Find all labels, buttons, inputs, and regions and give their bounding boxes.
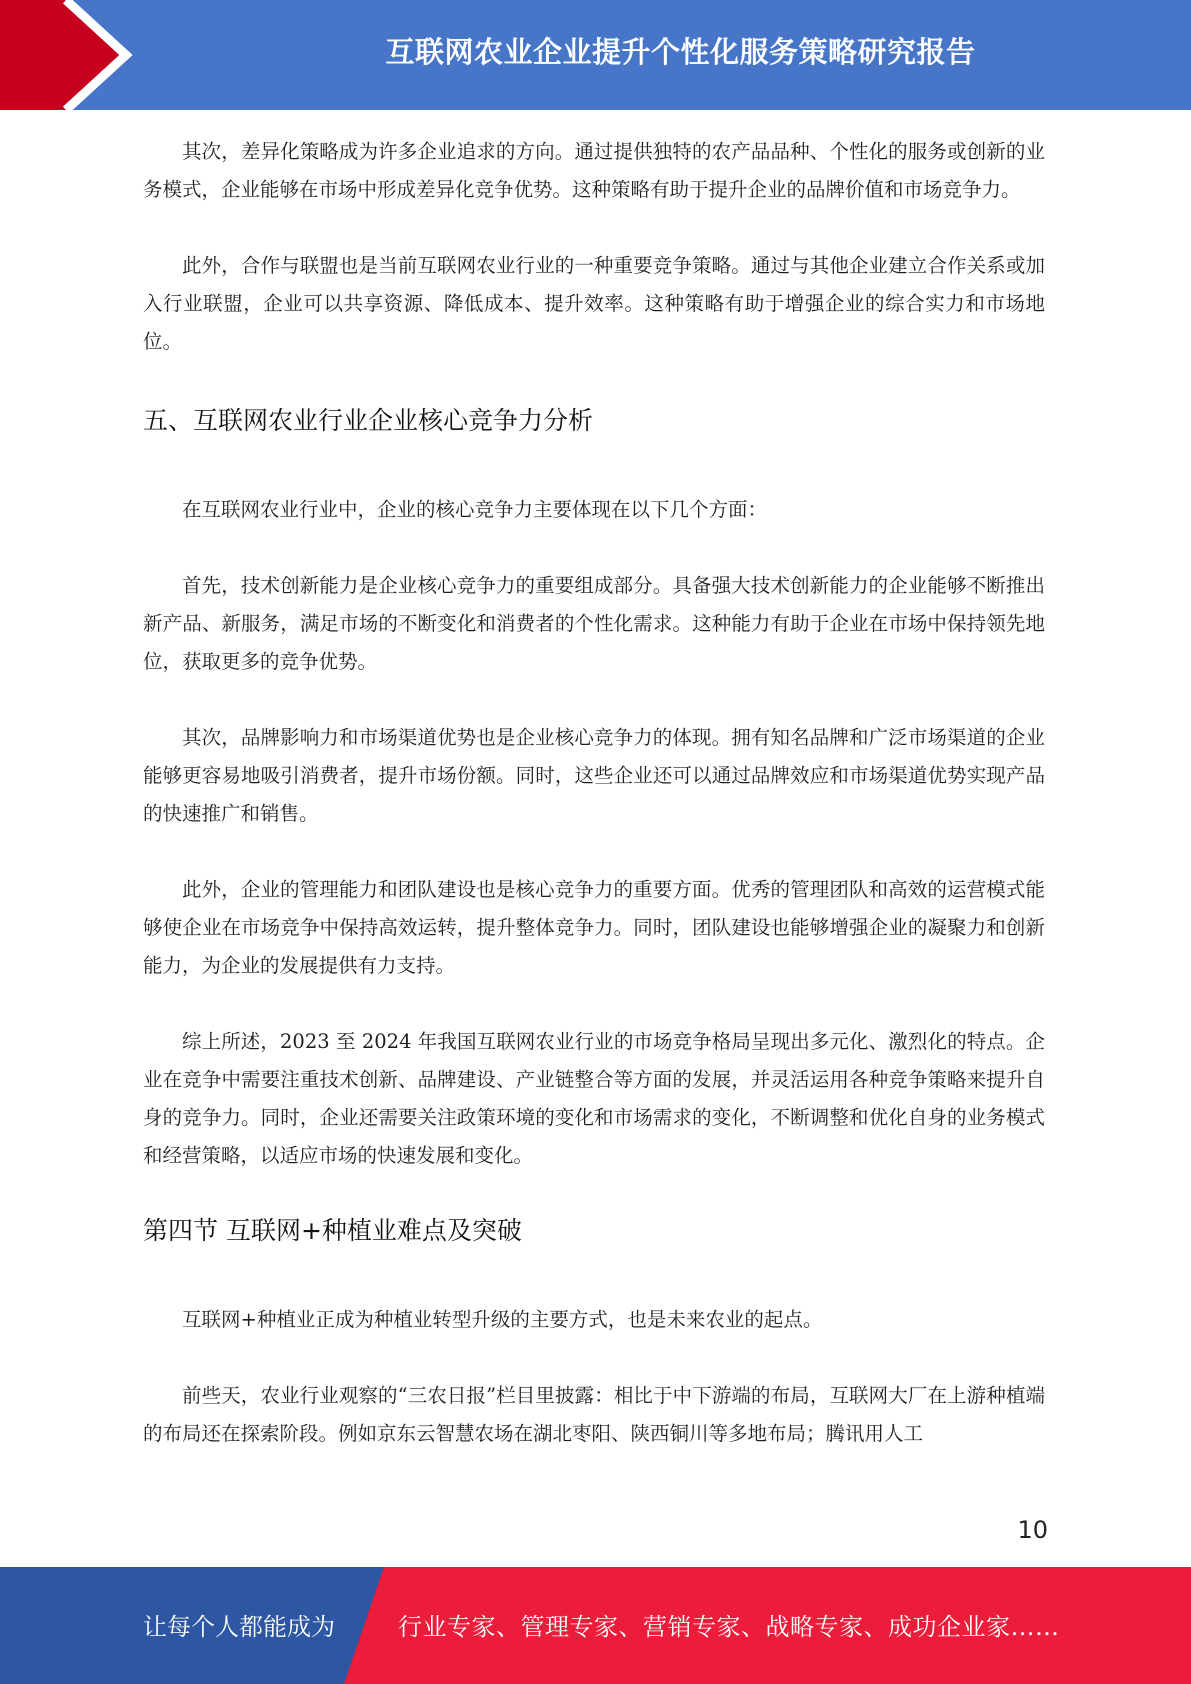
paragraph-gap: [143, 985, 1045, 1023]
paragraph-gap: [143, 209, 1045, 247]
body-paragraph: 首先，技术创新能力是企业核心竞争力的重要组成部分。具备强大技术创新能力的企业能够不断推出新产品、新服务，满足市场的不断变化和消费者的个性化需求。这种能力有助于企业在市场中保持领先地位，获取更多的竞争优势。: [143, 574, 1045, 673]
heading-gap: [143, 441, 1045, 491]
paragraph-gap: [143, 529, 1045, 567]
paragraph-gap: [143, 1339, 1045, 1377]
page-number: 10: [1017, 1516, 1048, 1544]
body-paragraph: 前些天，农业行业观察的“三农日报”栏目里披露：相比于中下游端的布局，互联网大厂在上游种植端的布局还在探索阶段。例如京东云智慧农场在湖北枣阳、陕西铜川等多地布局；腾讯用人工: [143, 1384, 1045, 1445]
section-heading: 五、互联网农业行业企业核心竞争力分析: [143, 406, 594, 435]
report-title: 互联网农业企业提升个性化服务策略研究报告: [385, 35, 976, 69]
page-footer: [0, 1567, 1191, 1684]
body-paragraph: 此外，合作与联盟也是当前互联网农业行业的一种重要竞争策略。通过与其他企业建立合作关系或加入行业联盟，企业可以共享资源、降低成本、提升效率。这种策略有助于增强企业的综合实力和市场地位。: [143, 254, 1045, 353]
body-paragraph: 互联网+种植业正成为种植业转型升级的主要方式，也是未来农业的起点。: [182, 1308, 823, 1331]
body-paragraph: 其次，品牌影响力和市场渠道优势也是企业核心竞争力的体现。拥有知名品牌和广泛市场渠道的企业能够更容易地吸引消费者，提升市场份额。同时，这些企业还可以通过品牌效应和市场渠道优势实现产品的快速推广和销售。: [143, 726, 1045, 825]
paragraph-gap: [143, 833, 1045, 871]
page-header: [0, 0, 1191, 110]
paragraph-gap: [143, 681, 1045, 719]
body-paragraph: 综上所述，2023 至 2024 年我国互联网农业行业的市场竞争格局呈现出多元化、激烈化的特点。企业在竞争中需要注重技术创新、品牌建设、产业链整合等方面的发展，并灵活运用各种竞争策略来提升自身的竞争力。同时，企业还需要关注政策环境的变化和市场需求的变化，不断调整和优化自身的业务模式和经营策略，以适应市场的快速发展和变化。: [143, 1030, 1045, 1167]
section-gap: [143, 361, 1045, 401]
section-heading: 第四节 互联网+种植业难点及突破: [143, 1216, 522, 1245]
footer-slogan-right: 行业专家、管理专家、营销专家、战略专家、成功企业家……: [398, 1613, 1060, 1641]
document-body: [143, 133, 1045, 1453]
footer-slogan-left: 让每个人都能成为: [143, 1613, 335, 1641]
body-paragraph: 此外，企业的管理能力和团队建设也是核心竞争力的重要方面。优秀的管理团队和高效的运营模式能够使企业在市场竞争中保持高效运转，提升整体竞争力。同时，团队建设也能够增强企业的凝聚力和创新能力，为企业的发展提供有力支持。: [143, 878, 1045, 977]
section-gap: [143, 1175, 1045, 1211]
body-paragraph: 在互联网农业行业中，企业的核心竞争力主要体现在以下几个方面：: [182, 498, 768, 521]
header-arrow-shape: [0, 0, 126, 110]
heading-gap: [143, 1251, 1045, 1301]
body-paragraph: 其次，差异化策略成为许多企业追求的方向。通过提供独特的农产品品种、个性化的服务或创新的业务模式，企业能够在市场中形成差异化竞争优势。这种策略有助于提升企业的品牌价值和市场竞争力。: [143, 140, 1045, 201]
